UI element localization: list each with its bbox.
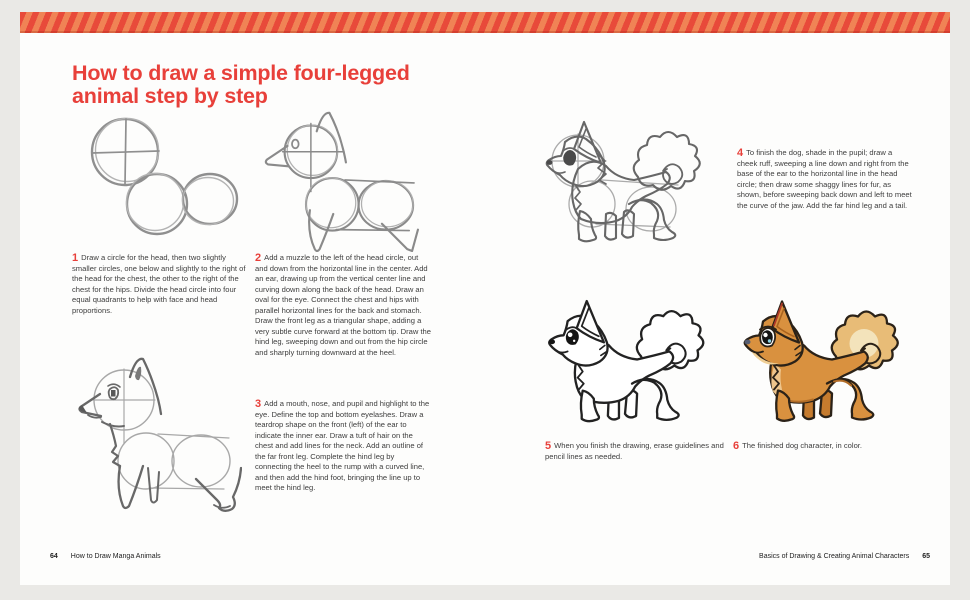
footer-right-page-number: 65 (922, 553, 930, 560)
step-4-text (737, 148, 913, 211)
page-title (72, 62, 472, 107)
step-2-illustration-guideline-dog (248, 106, 438, 252)
step-4-body: To finish the dog, shade in the pupil; draw a cheek ruff, sweeping a line down and right from the base of the ear to the horizontal line in the head circle; then draw some shaggy lines for fur, as shown, before sweeping back down and left to meet the curve of the jaw. Add the far hind leg and a tail. (737, 148, 912, 210)
step-5-text (545, 441, 731, 462)
step-6-text (733, 441, 919, 452)
step-3-illustration-refined-sketch (56, 348, 242, 520)
footer-left-book-title: How to Draw Manga Animals (70, 553, 161, 560)
footer-left (50, 553, 161, 560)
step-5-illustration-inked-dog (528, 293, 720, 439)
step-6-body: The finished dog character, in color. (742, 441, 863, 450)
step-2-number: 2 (255, 252, 262, 264)
footer-left-page-number: 64 (50, 553, 58, 560)
page-title-line2: animal step by step (72, 83, 268, 108)
step-1-illustration-construction-circles (70, 106, 245, 246)
step-2-text (255, 253, 431, 358)
step-1-text (72, 253, 246, 316)
footer-right-section-title: Basics of Drawing & Creating Animal Characters (759, 553, 910, 560)
step-1-body: Draw a circle for the head, then two slightly smaller circles, one below and slightly to the right of the head for the chest, the other to the right of the chest for the hips. Divide the head circle into four equal quadrants to help with face and head proportions. (72, 253, 246, 315)
step-4-number: 4 (737, 147, 744, 159)
step-1-number: 1 (72, 252, 79, 264)
step-3-body: Add a mouth, nose, and pupil and highlight to the eye. Define the top and bottom eyelashes. Draw a teardrop shape on the front (left) of the ear to indicate the inner ear. Draw a tuft of hair on the chest and add lines for the neck. Add an outline of the far front leg. Complete the hind leg by connecting the heel to the rump with a curved line, and then add the hind foot, bringing the line up to meet the hind leg. (255, 399, 430, 493)
page-title-line1: How to draw a simple four-legged (72, 61, 410, 85)
striped-top-banner (20, 12, 950, 33)
step-4-illustration-finished-sketch (518, 112, 720, 264)
step-3-number: 3 (255, 398, 262, 410)
step-3-text (255, 399, 431, 494)
footer-right (759, 553, 930, 560)
step-5-body: When you finish the drawing, erase guidelines and pencil lines as needed. (545, 441, 724, 461)
step-5-number: 5 (545, 440, 552, 452)
step-2-body: Add a muzzle to the left of the head circle, out and down from the horizontal line in the center. Add an ear, drawing up from the vertical center line and curving down along the back of the head. Draw an oval for the eye. Connect the chest and hips with parallel horizontal lines for the back and stomach. Draw the front leg as a triangular shape, adding a very subtle curve forward at the bottom tip. Draw the hind leg, sweeping down and out from the hip circle and sharply turning downward at the heel. (255, 253, 431, 357)
step-6-number: 6 (733, 440, 740, 452)
step-6-illustration-colored-dog (720, 293, 918, 439)
